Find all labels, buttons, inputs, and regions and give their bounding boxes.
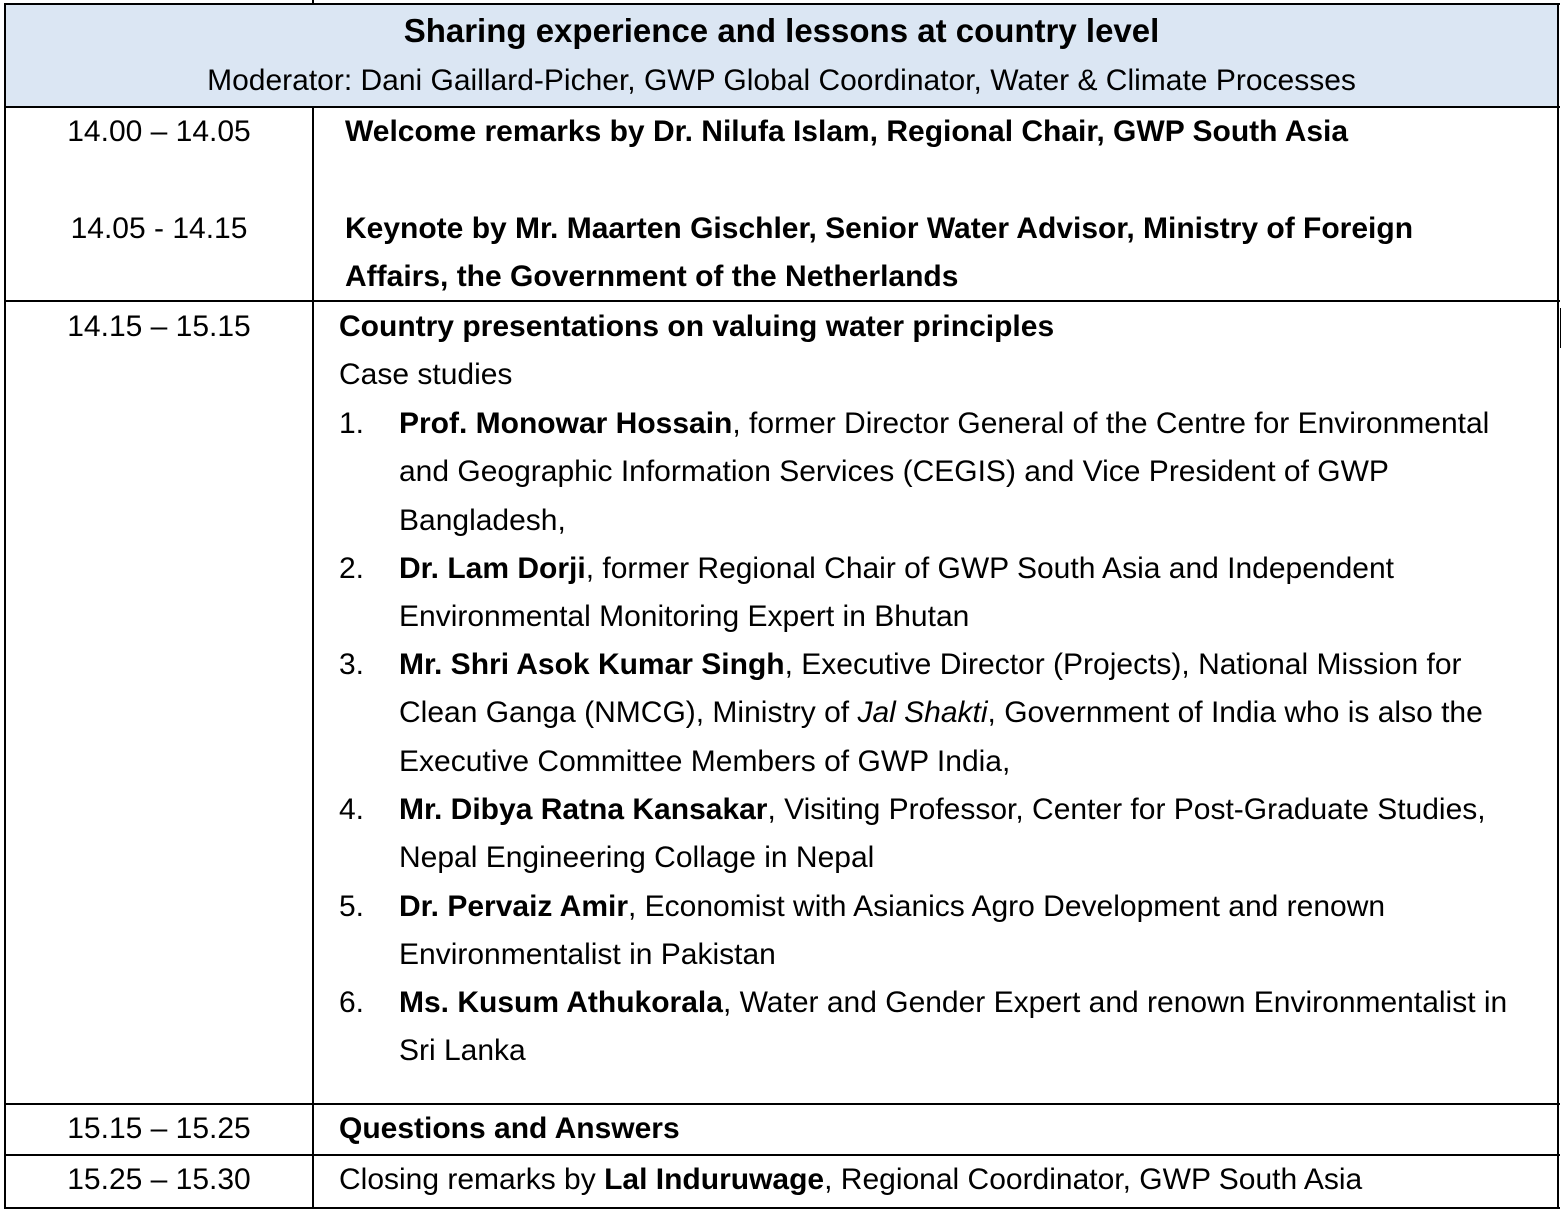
speaker-name: Mr. Dibya Ratna Kansakar xyxy=(399,793,768,826)
list-item xyxy=(399,786,1539,883)
left-border xyxy=(4,3,6,1209)
speaker-description: , former Director General of the Centre for Environmental and Geographic Information Services (CEGIS) and Vice President of GWP Bangladesh, xyxy=(399,407,1490,537)
closing-prefix: Closing remarks by xyxy=(339,1163,605,1196)
closing-suffix: , Regional Coordinator, GWP South Asia xyxy=(824,1163,1363,1196)
list-number: 3. xyxy=(339,648,365,681)
ministry-name: Jal Shakti xyxy=(857,696,988,730)
speaker-description: , former Regional Chair of GWP South Asia and Independent Environmental Monitoring Expert in Bhutan xyxy=(399,552,1394,634)
time-cell: 15.15 – 15.25 xyxy=(67,1112,251,1145)
header-divider xyxy=(4,106,1560,108)
list-item xyxy=(399,400,1539,545)
list-number: 4. xyxy=(339,793,365,826)
list-number: 2. xyxy=(339,552,365,585)
speaker-name: Ms. Kusum Athukorala xyxy=(399,986,723,1019)
closing-speaker: Lal Induruwage xyxy=(604,1163,825,1196)
keynote-line-2: Affairs, the Government of the Netherlands xyxy=(345,260,959,293)
session-moderator: Moderator: Dani Gaillard-Picher, GWP Global Coordinator, Water & Climate Processes xyxy=(207,64,1356,97)
speaker-description: , Water and Gender Expert and renown Environmentalist in Sri Lanka xyxy=(399,986,1508,1068)
speaker-name: Dr. Lam Dorji xyxy=(399,552,586,585)
time-cell: 15.25 – 15.30 xyxy=(67,1163,251,1196)
speaker-description-cont: , Government of India who is also the Executive Committee Members of GWP India, xyxy=(399,696,1483,778)
case-studies-label: Case studies xyxy=(339,358,513,391)
right-stub xyxy=(1560,308,1561,348)
time-cell: 14.05 - 14.15 xyxy=(70,212,248,245)
list-number: 5. xyxy=(339,890,365,923)
list-item xyxy=(399,979,1539,1076)
time-cell: 14.15 – 15.15 xyxy=(67,310,251,343)
speaker-description: , Executive Director (Projects), National Mission for Clean Ganga (NMCG), Ministry of xyxy=(399,648,1462,730)
speaker-name: Dr. Pervaiz Amir xyxy=(399,890,628,923)
qa-session: Questions and Answers xyxy=(339,1112,680,1145)
presentations-heading: Country presentations on valuing water principles xyxy=(339,310,1055,343)
speaker-name: Mr. Shri Asok Kumar Singh xyxy=(399,648,785,681)
time-cell: 14.00 – 14.05 xyxy=(67,115,251,148)
speaker-description: , Economist with Asianics Agro Development and renown Environmentalist in Pakistan xyxy=(399,890,1386,972)
row-divider xyxy=(4,300,1560,302)
top-stub xyxy=(312,0,314,4)
session-title: Sharing experience and lessons at country level xyxy=(403,12,1160,49)
right-border xyxy=(1557,3,1559,1209)
top-border xyxy=(4,3,1560,5)
list-number: 6. xyxy=(339,986,365,1019)
column-divider xyxy=(312,106,314,1209)
welcome-remarks: Welcome remarks by Dr. Nilufa Islam, Regional Chair, GWP South Asia xyxy=(345,115,1349,148)
row-divider xyxy=(4,1103,1560,1105)
list-item xyxy=(399,545,1539,642)
row-divider xyxy=(4,1154,1560,1156)
list-number: 1. xyxy=(339,407,365,440)
list-item xyxy=(399,883,1539,980)
closing-remarks xyxy=(339,1159,1362,1201)
keynote-line-1: Keynote by Mr. Maarten Gischler, Senior Water Advisor, Ministry of Foreign xyxy=(345,212,1414,245)
bottom-border xyxy=(4,1207,1560,1209)
speaker-name: Prof. Monowar Hossain xyxy=(399,407,733,440)
speaker-description: , Visiting Professor, Center for Post-Graduate Studies, Nepal Engineering Collage in Nepal xyxy=(399,793,1486,875)
list-item xyxy=(399,641,1539,786)
